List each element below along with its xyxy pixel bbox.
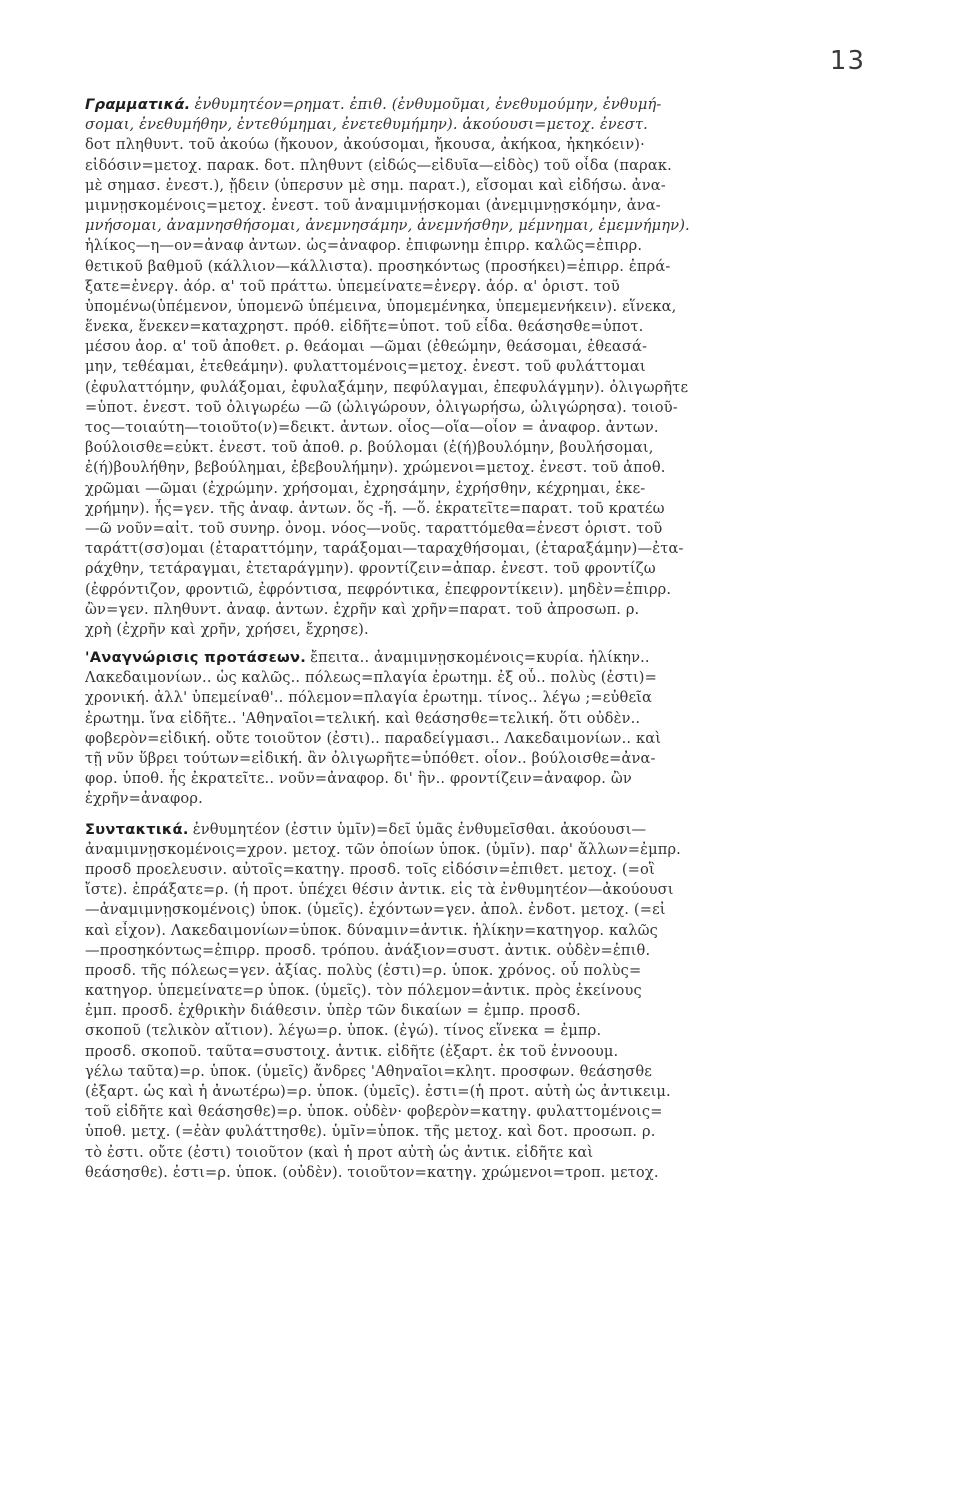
text-line: καὶ εἶχον). Λακεδαιμονίων=ὑποκ. δύναμιν=ἀντικ. ἡλίκην=κατηγορ. καλῶς [85, 921, 658, 939]
text-line: τῇ νῦν ὕβρει τούτων=εἰδική. ἂν ὀλιγωρῆτε=ὑπόθετ. οἷον.. βούλοισθε=ἀνα- [85, 750, 656, 767]
text-line: θεάσησθε). ἐστι=ρ. ὑποκ. (οὐδὲν). τοιοῦτον=κατηγ. χρώμενοι=τροπ. μετοχ. [85, 1163, 659, 1181]
text-line: —ῶ νοῦν=αἰτ. τοῦ συνηρ. ὀνομ. νόος—νοῦς. ταραττόμεθα=ἐνεστ ὁριστ. τοῦ [85, 519, 663, 537]
text-line: μὲ σημασ. ἐνεστ.), ᾔδειν (ὑπερσυν μὲ σημ. παρατ.), εἴσομαι καὶ εἰδήσω. ἀνα- [85, 176, 666, 194]
text-line: φορ. ὑποθ. ἧς ἐκρατεῖτε.. νοῦν=ἀναφορ. δι' ἣν.. φροντίζειν=ἀναφορ. ὢν [85, 770, 632, 788]
text-line: ξατε=ἐνεργ. ἀόρ. α' τοῦ πράττω. ὑπεμείνατε=ἐνεργ. ἀόρ. α' ὁριστ. τοῦ [85, 277, 620, 295]
text-line: (ἐξαρτ. ὡς καὶ ἡ ἀνωτέρω)=ρ. ὑποκ. (ὑμεῖς). ἐστι=(ἡ προτ. αὐτὴ ὡς ἀντικειμ. [85, 1083, 671, 1100]
text-line: τοῦ εἰδῆτε καὶ θεάσησθε)=ρ. ὑποκ. οὐδὲν· φοβερὸν=κατηγ. φυλαττομένοις= [85, 1103, 663, 1121]
text-line: δοτ πληθυντ. τοῦ ἀκούω (ἤκουον, ἀκούσομαι, ἤκουσα, ἀκήκοα, ἠκηκόειν)· [85, 136, 645, 154]
text-line: μιμνῃσκομένοις=μετοχ. ἐνεστ. τοῦ ἀναμιμνῄσκομαι (ἀνεμιμνῃσκόμην, ἀνα- [85, 196, 661, 214]
text-line: εἰδόσιν=μετοχ. παρακ. δοτ. πληθυντ (εἰδώς—εἰδυῖα—εἰδὸς) τοῦ οἶδα (παρακ. [85, 156, 672, 174]
text-line: ἐ(ή)βουλήθην, βεβούλημαι, ἐβεβουλήμην). χρώμενοι=μετοχ. ἐνεστ. τοῦ ἀποθ. [85, 459, 666, 477]
text-line: μέσου ἀορ. α' τοῦ ἀποθετ. ρ. θεάομαι —ῶμαι (ἐθεώμην, θεάσομαι, ἐθεασά- [85, 338, 648, 356]
section-heading-syntax: Συντακτικά. [85, 820, 189, 838]
text-line: τος—τοιαύτη—τοιοῦτο(ν)=δεικτ. ἀντων. οἷος—οἵα—οἷον = ἀναφορ. ἀντων. [85, 419, 659, 436]
text-line: χρῶμαι —ῶμαι (ἐχρώμην. χρήσομαι, ἐχρησάμην, ἐχρήσθην, κέχρημαι, ἐκε- [85, 479, 646, 497]
text-line: ἴστε). ἐπράξατε=ρ. (ἡ προτ. ὑπέχει θέσιν ἀντικ. εἰς τὰ ἐνθυμητέον—ἀκούουσι [85, 881, 674, 899]
text-line: Λακεδαιμονίων.. ὡς καλῶς.. πόλεως=πλαγία ἐρωτημ. ἐξ οὗ.. πολὺς (ἐστι)= [85, 669, 658, 687]
text-line: σομαι, ἐνεθυμήθην, ἐντεθύμημαι, ἐνετεθυμήμην). ἀκούουσι=μετοχ. ἐνεστ. [85, 116, 648, 134]
text-line: ἐχρῆν=ἀναφορ. [85, 790, 203, 808]
text-line: θετικοῦ βαθμοῦ (κάλλιον—κάλλιστα). προσηκόντως (προσήκει)=ἐπιρρ. ἐπρά- [85, 257, 671, 275]
section-heading-grammar: Γραμματικά. [85, 96, 191, 113]
text-line: ἡλίκος—η—ον=ἀναφ ἀντων. ὡς=ἀναφορ. ἐπιφωνημ ἐπιρρ. καλῶς=ἐπιρρ. [85, 237, 643, 255]
text-line: (ἐφυλαττόμην, φυλάξομαι, ἐφυλαξάμην, πεφύλαγμαι, ἐπεφυλάγμην). ὀλιγωρῆτε [85, 378, 689, 396]
text-line: ὑποθ. μετχ. (=ἐὰν φυλάττησθε). ὑμῖν=ὑποκ. τῆς μετοχ. καὶ δοτ. προσωπ. ρ. [85, 1123, 656, 1141]
text-line: χρὴ (ἐχρῆν καὶ χρῆν, χρήσει, ἔχρησε). [85, 620, 369, 638]
text-line: μνήσομαι, ἀναμνησθήσομαι, ἀνεμνησάμην, ἀνεμνήσθην, μέμνημαι, ἐμεμνήμην). [85, 217, 690, 235]
section-grammar [85, 95, 885, 640]
text-line: ἐρωτημ. ἵνα εἰδῆτε.. 'Αθηναῖοι=τελική. καὶ θεάσησθε=τελική. ὅτι οὐδὲν.. [85, 709, 641, 727]
text-line: σκοποῦ (τελικὸν αἴτιον). λέγω=ρ. ὑποκ. (ἐγώ). τίνος εἵνεκα = ἐμπρ. [85, 1022, 602, 1040]
text-line: ταράττ(σσ)ομαι (ἐταραττόμην, ταράξομαι—ταραχθήσομαι, (ἐταραξάμην)—ἐτα- [85, 540, 684, 558]
text-line: μην, τεθέαμαι, ἐτεθεάμην). φυλαττομένοις=μετοχ. ἐνεστ. τοῦ φυλάττομαι [85, 358, 646, 376]
section-clauses [85, 648, 885, 810]
text-line: χρονική. ἀλλ' ὑπεμείναθ'.. πόλεμον=πλαγία ἐρωτημ. τίνος.. λέγω ;=εὐθεῖα [85, 689, 653, 707]
text-line: ἔπειτα.. ἀναμιμνῃσκομένοις=κυρία. ἡλίκην.. [310, 649, 650, 667]
text-line: ὑπομένω(ὑπέμενον, ὑπομενῶ ὑπέμεινα, ὑπομεμένηκα, ὑπεμεμενήκειν). εἵνεκα, [85, 297, 677, 315]
text-line: προσδ. τῆς πόλεως=γεν. ἀξίας. πολὺς (ἐστι)=ρ. ὑποκ. χρόνος. οὗ πολὺς= [85, 961, 642, 979]
text-line: ἕνεκα, ἕνεκεν=καταχρηστ. πρόθ. εἰδῆτε=ὑποτ. τοῦ εἶδα. θεάσησθε=ὑποτ. [85, 318, 644, 336]
text-line: τὸ ἐστι. οὔτε (ἐστι) τοιοῦτον (καὶ ἡ προτ αὐτὴ ὡς ἀντικ. εἰδῆτε καὶ [85, 1143, 594, 1161]
text-line: ἐμπ. προσδ. ἐχθρικὴν διάθεσιν. ὑπὲρ τῶν δικαίων = ἐμπρ. προσδ. [85, 1002, 581, 1020]
text-line: ἐνθυμητέον (ἐστιν ὑμῖν)=δεῖ ὑμᾶς ἐνθυμεῖσθαι. ἀκούουσι— [192, 820, 647, 838]
text-line: =ὑποτ. ἐνεστ. τοῦ ὀλιγωρέω —ῶ (ὠλιγώρουν, ὀλιγωρήσω, ὠλιγώρησα). τοιοῦ- [85, 398, 678, 416]
text-line: ὢν=γεν. πληθυντ. ἀναφ. ἀντων. ἐχρῆν καὶ χρῆν=παρατ. τοῦ ἀπροσωπ. ρ. [85, 600, 640, 618]
page-number: 13 [829, 46, 865, 76]
text-line: ἀναμιμνῃσκομένοις=χρον. μετοχ. τῶν ὁποίων ὑποκ. (ὑμῖν). παρ' ἄλλων=ἐμπρ. [85, 840, 681, 858]
text-line: προσδ προελευσιν. αὐτοῖς=κατηγ. προσδ. τοῖς εἰδόσιν=ἐπιθετ. μετοχ. (=οἳ [85, 860, 655, 878]
section-syntax [85, 820, 885, 1183]
text-line: κατηγορ. ὑπεμείνατε=ρ ὑποκ. (ὑμεῖς). τὸν πόλεμον=ἀντικ. πρὸς ἐκείνους [85, 982, 642, 1000]
text-line: ράχθην, τετάραγμαι, ἐτεταράγμην). φροντίζειν=ἀπαρ. ἐνεστ. τοῦ φροντίζω [85, 560, 656, 578]
page-content [85, 95, 885, 1183]
text-line: φοβερὸν=εἰδική. οὔτε τοιοῦτον (ἐστι).. παραδείγμασι.. Λακεδαιμονίων.. καὶ [85, 729, 662, 747]
text-line: ἐνθυμητέον=ρηματ. ἐπιθ. (ἐνθυμοῦμαι, ἐνεθυμούμην, ἐνθυμή- [194, 96, 662, 113]
text-line: —ἀναμιμνῃσκομένοις) ὑποκ. (ὑμεῖς). ἐχόντων=γεν. ἀπολ. ἐνδοτ. μετοχ. (=εἰ [85, 901, 666, 919]
text-line: (ἐφρόντιζον, φροντιῶ, ἐφρόντισα, πεφρόντικα, ἐπεφροντίκειν). μηδὲν=ἐπιρρ. [85, 580, 672, 598]
text-line: χρήμην). ἧς=γεν. τῆς ἀναφ. ἀντων. ὅς -ἥ. —ὅ. ἐκρατεῖτε=παρατ. τοῦ κρατέω [85, 499, 665, 517]
text-line: γέλω ταῦτα)=ρ. ὑποκ. (ὑμεῖς) ἄνδρες 'Αθηναῖοι=κλητ. προσφων. θεάσησθε [85, 1062, 653, 1080]
text-line: —προσηκόντως=ἐπιρρ. προσδ. τρόπου. ἀνάξιον=συστ. ἀντικ. οὐδὲν=ἐπιθ. [85, 941, 651, 959]
text-line: προσδ. σκοποῦ. ταῦτα=συστοιχ. ἀντικ. εἰδῆτε (ἐξαρτ. ἐκ τοῦ ἐννοουμ. [85, 1042, 619, 1060]
section-heading-clauses: 'Αναγνώρισις προτάσεων. [85, 649, 307, 667]
text-line: βούλοισθε=εὐκτ. ἐνεστ. τοῦ ἀποθ. ρ. βούλομαι (ἐ(ή)βουλόμην, βουλήσομαι, [85, 439, 654, 457]
